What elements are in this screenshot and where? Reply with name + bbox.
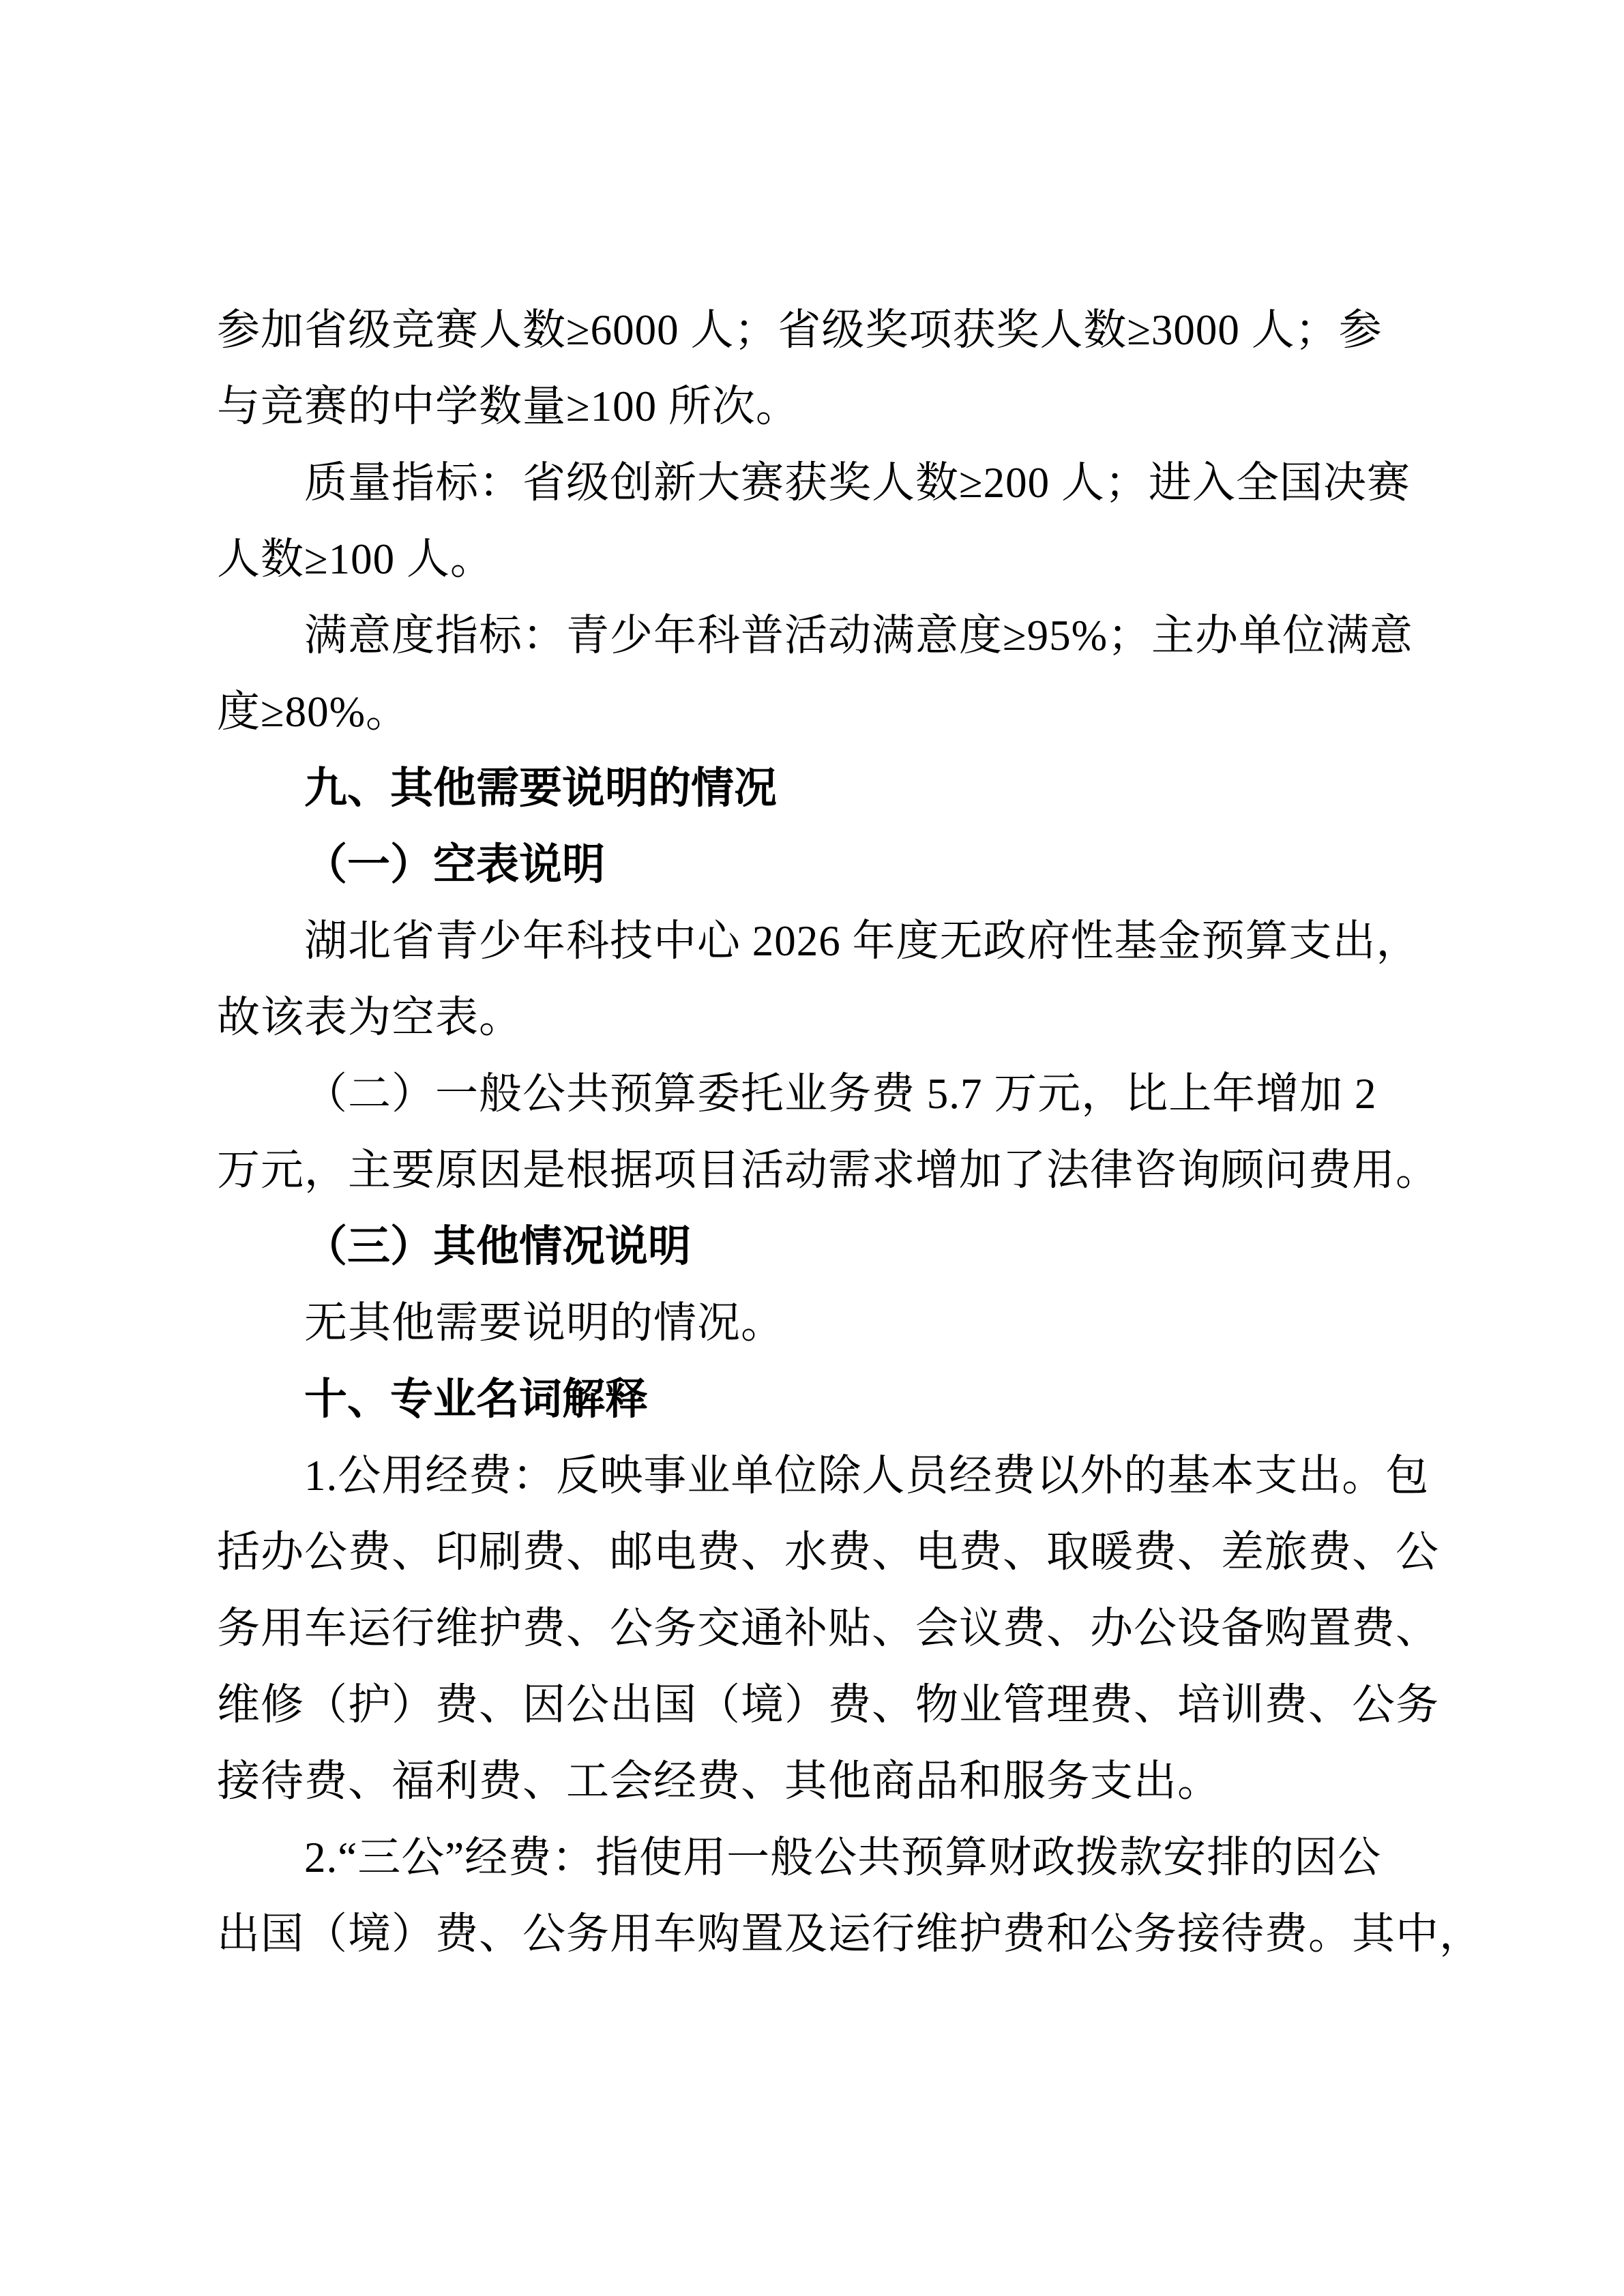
entrusted-business-fee-line: （二）一般公共预算委托业务费 5.7 万元，比上年增加 2 bbox=[304, 1070, 1377, 1118]
public-funds-definition-line: 括办公费、印刷费、邮电费、水费、电费、取暖费、差旅费、公 bbox=[217, 1528, 1439, 1576]
no-other-notes-line: 无其他需要说明的情况。 bbox=[304, 1299, 784, 1347]
public-funds-definition-line: 接待费、福利费、工会经费、其他商品和服务支出。 bbox=[217, 1757, 1221, 1805]
quality-indicator-line: 人数≥100 人。 bbox=[217, 535, 494, 583]
empty-table-note-line: 故该表为空表。 bbox=[217, 994, 522, 1041]
quality-indicator-line: 质量指标：省级创新大赛获奖人数≥200 人；进入全国决赛 bbox=[304, 459, 1411, 507]
three-public-funds-definition-line: 出国（境）费、公务用车购置及运行维护费和公务接待费。其中， bbox=[217, 1910, 1483, 1958]
public-funds-definition-line: 1.公用经费：反映事业单位除人员经费以外的基本支出。包 bbox=[304, 1452, 1430, 1500]
public-funds-definition-line: 务用车运行维护费、公务交通补贴、会议费、办公设备购置费、 bbox=[217, 1605, 1439, 1652]
satisfaction-indicator-line: 度≥80%。 bbox=[217, 688, 410, 736]
subsection-heading-other-notes: （三）其他情况说明 bbox=[304, 1223, 691, 1270]
satisfaction-indicator-line: 满意度指标：青少年科普活动满意度≥95%；主办单位满意 bbox=[304, 612, 1414, 659]
indicator-text-line: 参加省级竞赛人数≥6000 人；省级奖项获奖人数≥3000 人；参 bbox=[217, 306, 1383, 354]
indicator-text-line: 与竞赛的中学数量≥100 所次。 bbox=[217, 383, 799, 430]
empty-table-note-line: 湖北省青少年科技中心 2026 年度无政府性基金预算支出， bbox=[304, 917, 1420, 965]
three-public-funds-definition-line: 2.“三公”经费：指使用一般公共预算财政拨款安排的因公 bbox=[304, 1834, 1382, 1881]
entrusted-business-fee-line: 万元，主要原因是根据项目活动需求增加了法律咨询顾问费用。 bbox=[217, 1146, 1439, 1194]
section-heading-nine: 九、其他需要说明的情况 bbox=[304, 764, 777, 812]
document-text-block bbox=[217, 292, 1483, 1972]
public-funds-definition-line: 维修（护）费、因公出国（境）费、物业管理费、培训费、公务 bbox=[217, 1681, 1439, 1729]
section-heading-ten: 十、专业名词解释 bbox=[304, 1375, 648, 1423]
subsection-heading-empty-table: （一）空表说明 bbox=[304, 841, 605, 889]
